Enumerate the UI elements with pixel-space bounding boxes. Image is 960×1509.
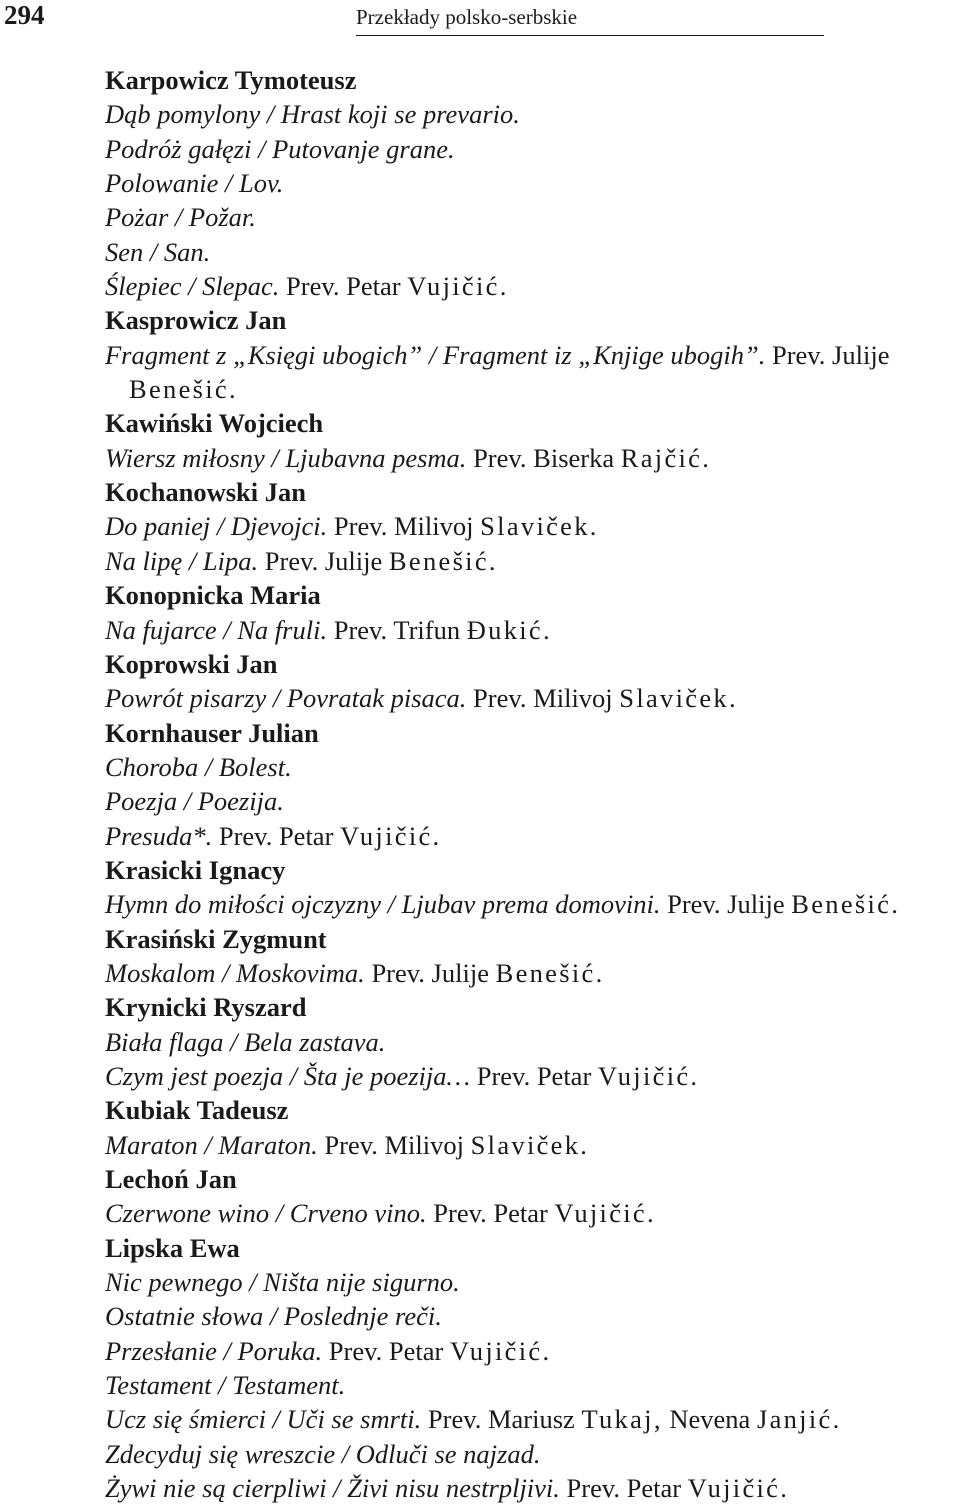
work-title: Maraton / Maraton.: [105, 1129, 318, 1160]
translator-surname: Janjić.: [756, 1404, 842, 1435]
work-title: Zdecyduj się wreszcie / Odluči se najzad.: [105, 1438, 541, 1469]
work-title: Na fujarce / Na fruli.: [105, 614, 328, 645]
work-title: Polowanie / Lov.: [105, 168, 284, 199]
work-entry: [105, 97, 960, 131]
translation-note: Prev. Petar: [433, 1198, 548, 1229]
translation-note: Prev. Petar: [476, 1060, 592, 1091]
translator-surname: Benešić.: [791, 889, 901, 920]
translator-surname: Rajčić.: [620, 442, 712, 473]
translation-note: Prev. Petar: [218, 820, 334, 851]
translator-given-name: Nevena: [669, 1404, 751, 1435]
translator-surname: Đukić.: [466, 614, 552, 645]
author-heading: Koprowski Jan: [105, 648, 278, 679]
work-entry: [105, 166, 960, 200]
translation-note: Prev. Petar: [286, 271, 401, 302]
translation-note: Prev. Milivoj: [473, 683, 613, 714]
work-title: Podróż gałęzi / Putovanje grane.: [105, 133, 455, 164]
translator-surname: Slaviček.: [619, 683, 738, 714]
translator-surname: Vujičić.: [449, 1335, 552, 1366]
header-rule: [356, 35, 824, 36]
work-title: Pożar / Požar.: [105, 202, 256, 233]
work-entry: [105, 887, 960, 921]
translator-surname: Vujičić.: [407, 271, 509, 302]
translator-surname: Vujičić.: [554, 1198, 656, 1229]
translation-note: Prev. Milivoj: [324, 1129, 464, 1160]
work-title: Czerwone wino / Crveno vino.: [105, 1198, 427, 1229]
author-heading: Kawiński Wojciech: [105, 408, 324, 439]
work-title: Dąb pomylony / Hrast koji se prevario.: [105, 99, 520, 130]
work-title: Testament / Testament.: [105, 1370, 346, 1401]
page-number: 294: [4, 0, 45, 30]
author-heading: Kubiak Tadeusz: [105, 1095, 289, 1126]
work-entry: [105, 338, 960, 407]
work-title: Ostatnie słowa / Poslednje reči.: [105, 1301, 442, 1332]
work-title: Hymn do miłości ojczyzny / Ljubav prema domovini.: [105, 889, 661, 920]
work-title: Ucz się śmierci / Uči se smrti.: [105, 1404, 422, 1435]
work-entry: [105, 441, 960, 475]
work-title: Przesłanie / Poruka.: [105, 1335, 323, 1366]
work-entry: [105, 269, 960, 303]
work-entry: [105, 509, 960, 543]
running-title: Przekłady polsko-serbskie: [356, 5, 578, 29]
work-title: Choroba / Bolest.: [105, 751, 292, 782]
translation-note: Prev. Mariusz: [427, 1404, 575, 1435]
work-entry: [105, 613, 960, 647]
translator-surname: Slaviček.: [480, 511, 599, 542]
work-title: Poezja / Poezija.: [105, 786, 284, 817]
work-entry: [105, 235, 960, 269]
work-entry: [105, 819, 960, 853]
work-title: Wiersz miłosny / Ljubavna pesma.: [105, 442, 467, 473]
author-heading: Lechoń Jan: [105, 1164, 237, 1194]
translation-note: Prev. Trifun: [333, 614, 461, 645]
author-heading: Kochanowski Jan: [105, 477, 307, 508]
translation-note: Prev. Julije: [371, 957, 489, 988]
work-entry: [105, 1437, 960, 1471]
work-entry: [105, 1059, 960, 1093]
translation-note: Prev. Milivoj: [333, 511, 474, 542]
work-entry: [105, 1334, 960, 1368]
work-title: Sen / San.: [105, 236, 211, 267]
work-entry: [105, 1299, 960, 1333]
translation-note: Prev. Julije: [264, 545, 383, 576]
work-entry: [105, 200, 960, 234]
translation-note: Prev. Julije: [771, 339, 890, 370]
work-entry: [105, 1471, 960, 1505]
author-heading: Krasiński Zygmunt: [105, 923, 327, 954]
translator-surname: Benešić.: [495, 957, 605, 988]
translator-surname: Slaviček.: [470, 1129, 590, 1160]
work-entry: [105, 750, 960, 784]
author-heading: Kasprowicz Jan: [105, 305, 287, 336]
work-title: Biała flaga / Bela zastava.: [105, 1026, 386, 1057]
translation-note: Prev. Petar: [328, 1335, 444, 1366]
author-heading: Konopnicka Maria: [105, 580, 321, 611]
translation-note: Prev. Petar: [566, 1473, 682, 1504]
work-title: Ślepiec / Slepac.: [105, 271, 280, 302]
work-entry: [105, 1128, 960, 1162]
work-title: Żywi nie są cierpliwi / Živi nisu nestrpljivi.: [105, 1473, 560, 1504]
translator-surname: Tukaj,: [581, 1404, 663, 1435]
work-title: Nic pewnego / Ništa nije sigurno.: [105, 1267, 460, 1298]
work-entry: [105, 956, 960, 990]
author-heading: Karpowicz Tymoteusz: [105, 65, 357, 95]
author-heading: Kornhauser Julian: [105, 717, 319, 748]
translator-surname: Benešić.: [129, 374, 238, 405]
translator-surname: Vujičić.: [687, 1473, 790, 1504]
page-header: [0, 0, 960, 38]
work-entry: [105, 1025, 960, 1059]
work-entry: [105, 784, 960, 818]
work-entry: [105, 1196, 960, 1230]
work-entry: [105, 1265, 960, 1299]
work-entry: [105, 681, 960, 715]
translator-surname: Vujičić.: [597, 1060, 700, 1091]
work-entry: [105, 544, 960, 578]
work-title: Moskalom / Moskovima.: [105, 957, 365, 988]
translation-note: Prev. Biserka: [473, 442, 615, 473]
bibliography-list: [105, 63, 960, 1505]
work-title: Na lipę / Lipa.: [105, 545, 259, 576]
work-title: Presuda*.: [105, 820, 213, 851]
work-entry: [105, 1402, 960, 1436]
work-title: Czym jest poezja / Šta je poezija…: [105, 1060, 471, 1091]
work-title: Do paniej / Djevojci.: [105, 511, 328, 542]
author-heading: Krynicki Ryszard: [105, 992, 307, 1023]
work-entry: [105, 132, 960, 166]
work-title: Fragment z „Księgi ubogich” / Fragment iz „Knjige ubogih”.: [105, 339, 766, 370]
translator-surname: Benešić.: [388, 545, 498, 576]
work-title: Powrót pisarzy / Povratak pisaca.: [105, 683, 467, 714]
work-entry: [105, 1368, 960, 1402]
translator-surname: Vujičić.: [340, 820, 442, 851]
author-heading: Lipska Ewa: [105, 1232, 240, 1263]
translation-note: Prev. Julije: [667, 889, 785, 920]
author-heading: Krasicki Ignacy: [105, 854, 286, 885]
